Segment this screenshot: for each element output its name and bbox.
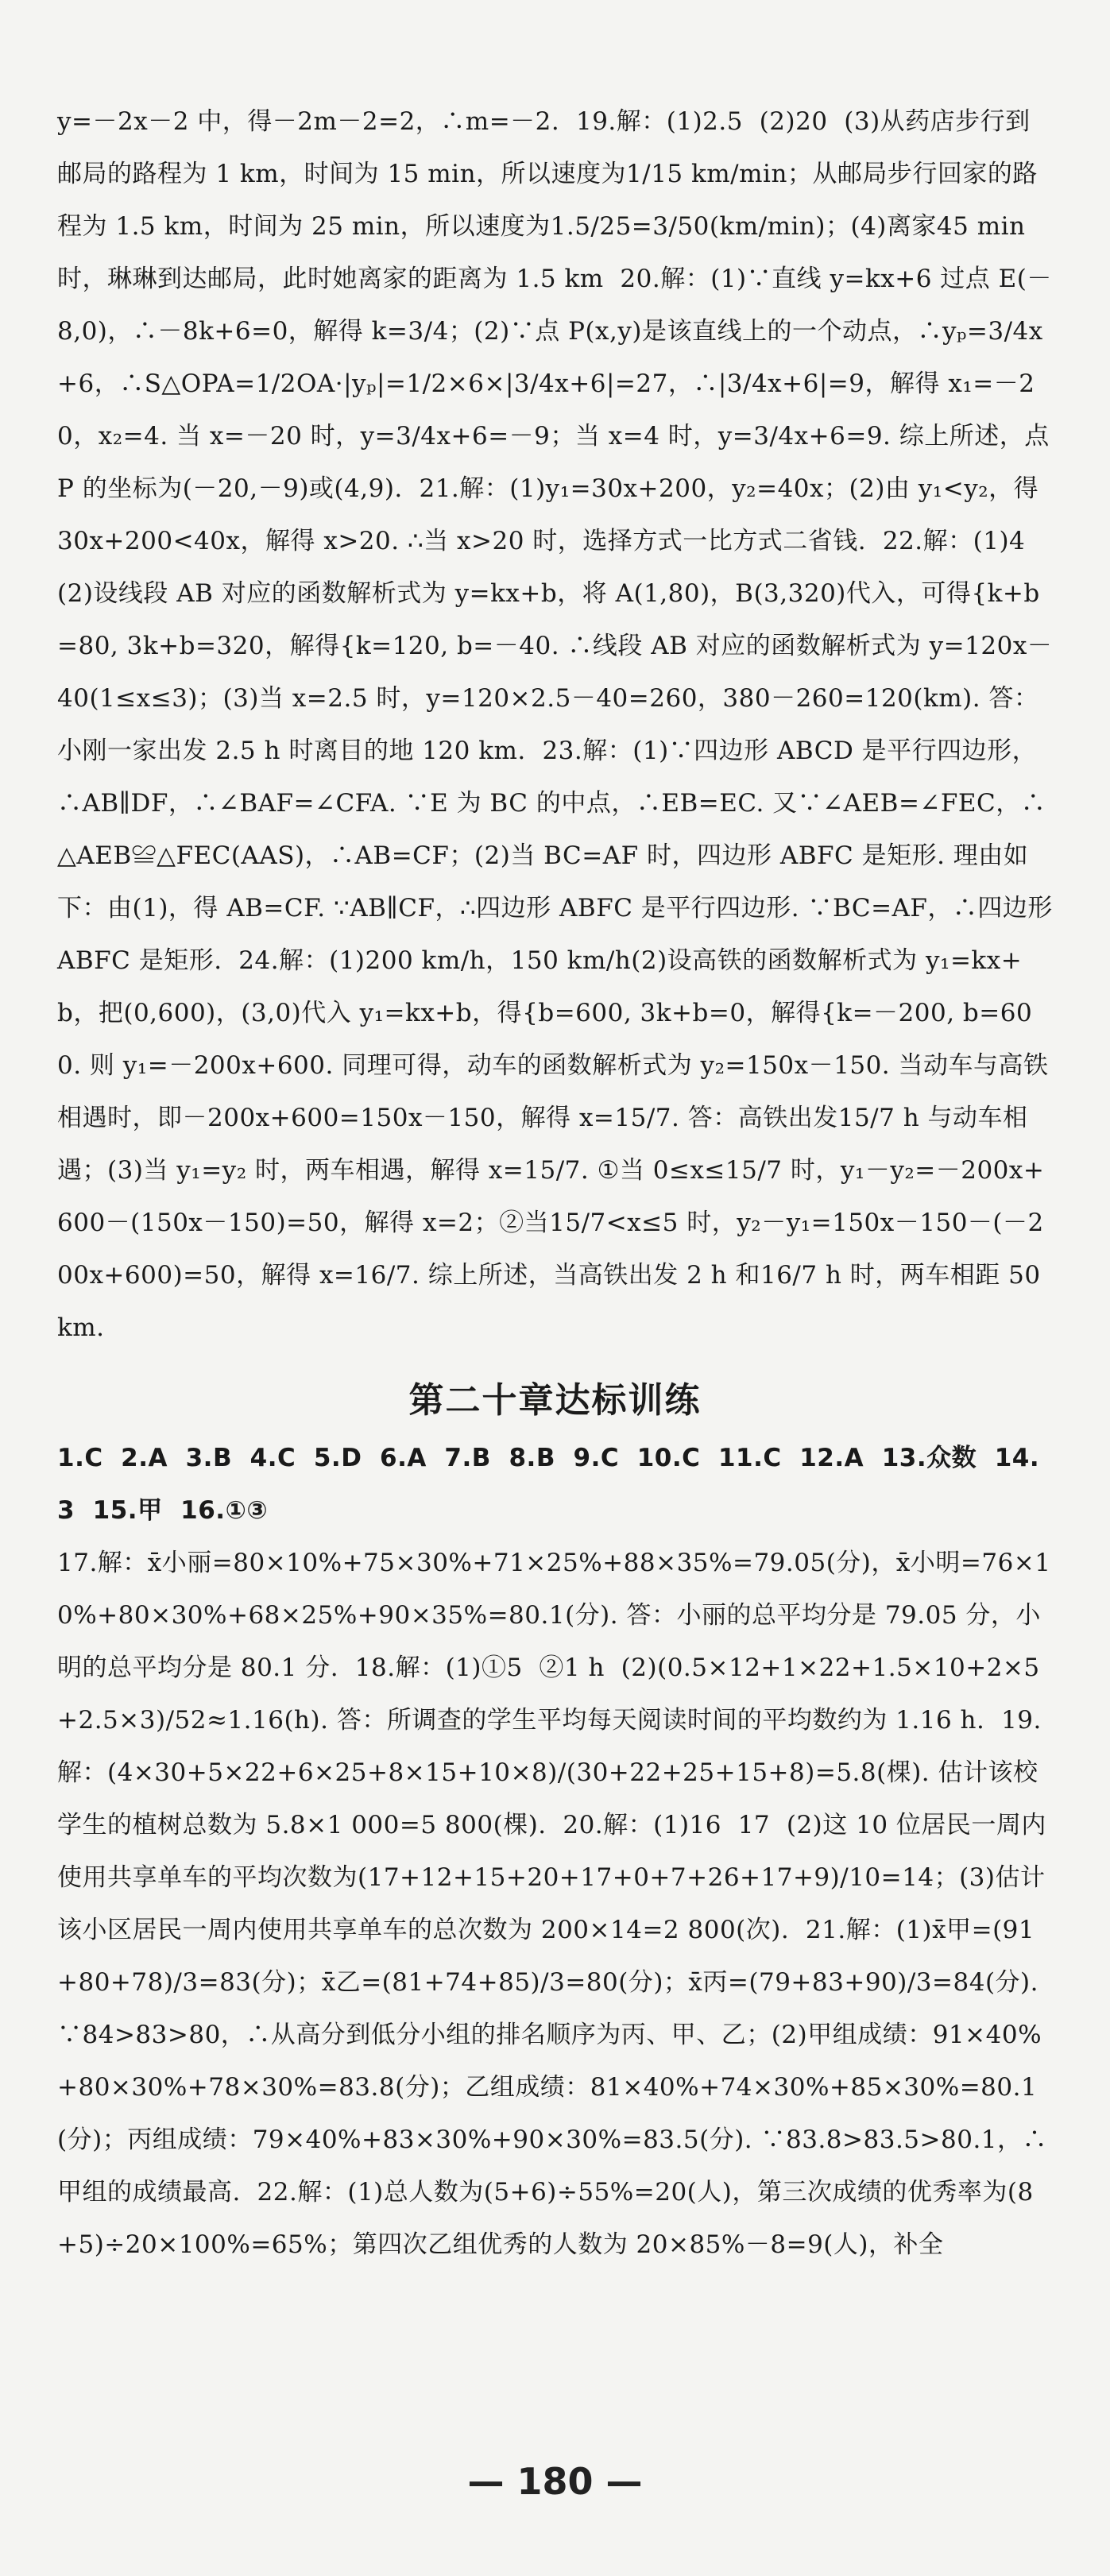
answer-key-choices: 1.C 2.A 3.B 4.C 5.D 6.A 7.B 8.B 9.C 10.C 11.C 12.A 13.众数 14.3 15.甲 16.①③: [57, 1444, 1040, 1525]
answer-text-chapter19: y=－2x－2 中，得－2m－2=2，∴m=－2. 19.解：(1)2.5 (2)20 (3)从药店步行到邮局的路程为 1 km，时间为 15 min，所以速度为1/15 km/min；从邮局步行回家的路程为 1.5 km，时间为 25 min，所以速度为1.5/25=3/50(km/min)；(4)离家45 min时，琳琳到达邮局，此时她离家的距离为 1.5 km 20.解：(1)∵直线 y=kx+6 过点 E(－8,0)，∴－8k+6=0，解得 k=3/4；(2)∵点 P(x,y)是该直线上的一个动点，∴yₚ=3/4x+6，∴S△OPA=1/2OA·|yₚ|=1/2×6×|3/4x+6|=27，∴|3/4x+6|=9，解得 x₁=－20，x₂=4. 当 x=－20 时，y=3/4x+6=－9；当 x=4 时，y=3/4x+6=9. 综上所述，点 P 的坐标为(－20,－9)或(4,9). 21.解：(1)y₁=30x+200，y₂=40x；(2)由 y₁<y₂，得 30x+200<40x，解得 x>20. ∴当 x>20 时，选择方式一比方式二省钱. 22.解：(1)4 (2)设线段 AB 对应的函数解析式为 y=kx+b，将 A(1,80)，B(3,320)代入，可得{k+b=80, 3k+b=320，解得{k=120, b=－40. ∴线段 AB 对应的函数解析式为 y=120x－40(1≤x≤3)；(3)当 x=2.5 时，y=120×2.5－40=260，380－260=120(km). 答：小刚一家出发 2.5 h 时离目的地 120 km. 23.解：(1)∵四边形 ABCD 是平行四边形，∴AB∥DF，∴∠BAF=∠CFA. ∵E 为 BC 的中点，∴EB=EC. 又∵∠AEB=∠FEC，∴△AEB≌△FEC(AAS)，∴AB=CF；(2)当 BC=AF 时，四边形 ABFC 是矩形. 理由如下：由(1)，得 AB=CF. ∵AB∥CF，∴四边形 ABFC 是平行四边形. ∵BC=AF，∴四边形 ABFC 是矩形. 24.解：(1)200 km/h，150 km/h(2)设高铁的函数解析式为 y₁=kx+b，把(0,600)，(3,0)代入 y₁=kx+b，得{b=600, 3k+b=0，解得{k=－200, b=600. 则 y₁=－200x+600. 同理可得，动车的函数解析式为 y₂=150x－150. 当动车与高铁相遇时，即－200x+600=150x－150，解得 x=15/7. 答：高铁出发15/7 h 与动车相遇；(3)当 y₁=y₂ 时，两车相遇，解得 x=15/7. ①当 0≤x≤15/7 时，y₁－y₂=－200x+600－(150x－150)=50，解得 x=2；②当15/7<x≤5 时，y₂－y₁=150x－150－(－200x+600)=50，解得 x=16/7. 综上所述，当高铁出发 2 h 和16/7 h 时，两车相距 50 km.: [57, 107, 1062, 1342]
page-number: — 180 —: [467, 2460, 643, 2503]
answer-text-chapter20: 17.解：x̄小丽=80×10%+75×30%+71×25%+88×35%=79.05(分)，x̄小明=76×10%+80×30%+68×25%+90×35%=80.1(分). 答：小丽的总平均分是 79.05 分，小明的总平均分是 80.1 分. 18.解：(1)①5 ②1 h (2)(0.5×12+1×22+1.5×10+2×5+2.5×3)/52≈1.16(h). 答：所调查的学生平均每天阅读时间的平均数约为 1.16 h. 19.解：(4×30+5×22+6×25+8×15+10×8)/(30+22+25+15+8)=5.8(棵). 估计该校学生的植树总数为 5.8×1 000=5 800(棵). 20.解：(1)16 17 (2)这 10 位居民一周内使用共享单车的平均次数为(17+12+15+20+17+0+7+26+17+9)/10=14；(3)估计该小区居民一周内使用共享单车的总次数为 200×14=2 800(次). 21.解：(1)x̄甲=(91+80+78)/3=83(分)；x̄乙=(81+74+85)/3=80(分)；x̄丙=(79+83+90)/3=84(分). ∵84>83>80，∴从高分到低分小组的排名顺序为丙、甲、乙；(2)甲组成绩：91×40%+80×30%+78×30%=83.8(分)；乙组成绩：81×40%+74×30%+85×30%=80.1(分)；丙组成绩：79×40%+83×30%+90×30%=83.5(分). ∵83.8>83.5>80.1，∴甲组的成绩最高. 22.解：(1)总人数为(5+6)÷55%=20(人)，第三次成绩的优秀率为(8+5)÷20×100%=65%；第四次乙组优秀的人数为 20×85%－8=9(人)，补全: [57, 1549, 1051, 2259]
page-number-value: 180: [516, 2460, 594, 2503]
section-heading: 第二十章达标训练: [408, 1380, 702, 1421]
